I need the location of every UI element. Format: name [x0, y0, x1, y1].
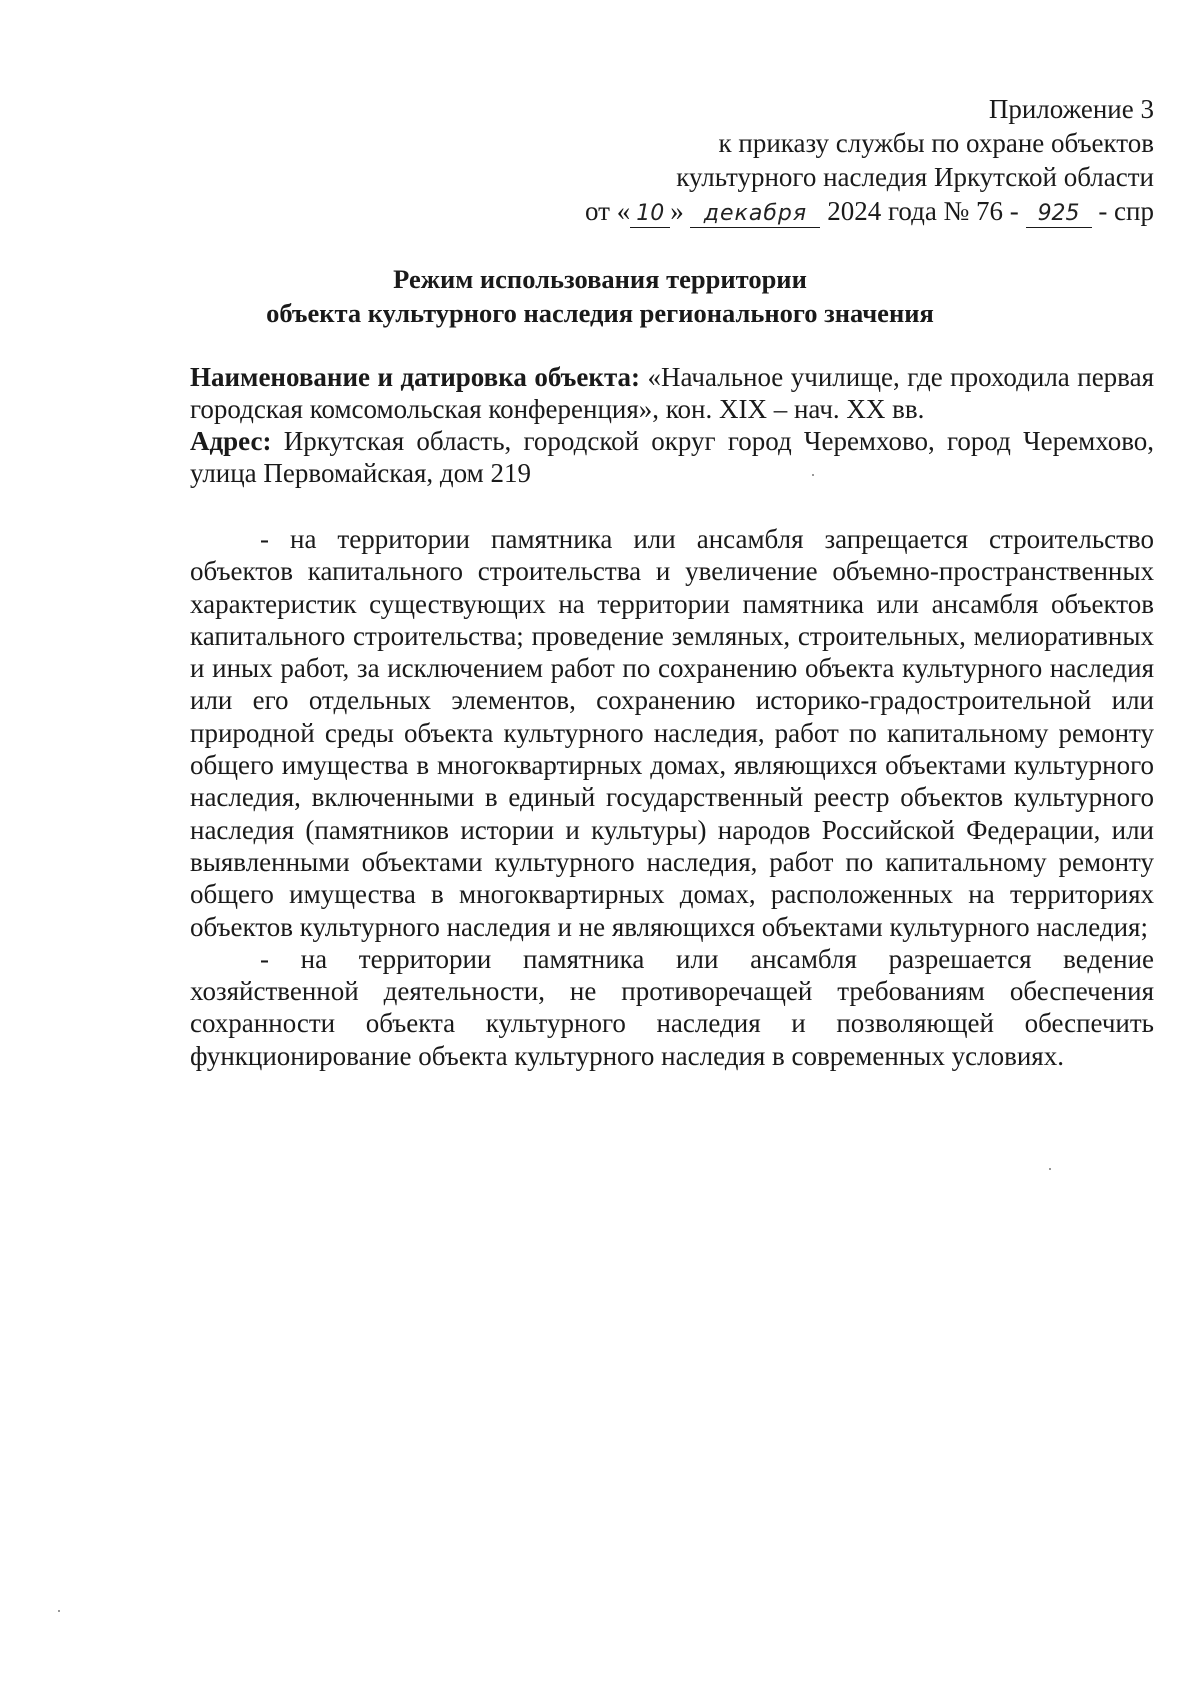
scan-speck — [58, 1610, 60, 1612]
object-address-value: Иркутская область, городской округ город Черемхово, город Черемхово, улица Первомайская, дом 219 — [190, 426, 1155, 488]
usage-rules — [190, 523, 1154, 1072]
title-line-1: Режим использования территории — [393, 264, 807, 294]
order-suffix: - спр — [1098, 196, 1154, 226]
order-reference-line: к приказу службы по охране объектов — [718, 128, 1154, 158]
handwritten-month: декабря — [690, 201, 820, 228]
handwritten-order-number: 925 — [1026, 201, 1092, 228]
object-name-paragraph — [190, 361, 1154, 425]
order-authority-line: культурного наследия Иркутской области — [676, 162, 1154, 192]
appendix-header — [585, 92, 1154, 228]
handwritten-day: 10 — [630, 201, 670, 228]
title-line-2: объекта культурного наследия регионального значения — [266, 298, 934, 328]
date-mid: » — [670, 196, 684, 226]
order-date-line — [585, 194, 1154, 228]
order-year-text: 2024 года № 76 - — [827, 196, 1019, 226]
object-address-paragraph — [190, 425, 1154, 489]
date-prefix: от « — [585, 196, 631, 226]
appendix-number: Приложение 3 — [988, 94, 1154, 124]
scan-speck — [812, 474, 814, 476]
rule-permissions: - на территории памятника или ансамбля разрешается ведение хозяйственной деятельности, не противоречащей требованиям обеспечения сохранности объекта культурного наследия и позволяющей обеспечить функционирование объекта культурного наследия в современных условиях. — [190, 943, 1154, 1071]
object-name-label: Наименование и датировка объекта: — [190, 362, 641, 392]
scan-speck — [1049, 1168, 1051, 1170]
object-address-label: Адрес: — [190, 426, 272, 456]
rule-prohibitions: - на территории памятника или ансамбля запрещается строительство объектов капитального строительства и увеличение объемно-пространственных характеристик существующих на территории памятника или ансамбля объектов капитального строительства; проведение земляных, строительных, мелиоративных и иных работ, за исключением работ по сохранению объекта культурного наследия или его отдельных элементов, сохранению историко-градостроительной или природной среды объекта культурного наследия, работ по капитальному ремонту общего имущества в многоквартирных домах, являющихся объектами культурного наследия, включенными в единый государственный реестр объектов культурного наследия (памятников истории и культуры) народов Российской Федерации, или выявленными объектами культурного наследия, работ по капитальному ремонту общего имущества в многоквартирных домах, расположенных на территориях объектов культурного наследия и не являющихся объектами культурного наследия; — [190, 524, 1154, 942]
object-name-value: «Начальное училище, где проходила первая городская комсомольская конференция», кон. XIX – нач. XX вв. — [190, 362, 1154, 424]
document-title — [0, 262, 1200, 330]
object-details — [190, 361, 1154, 489]
